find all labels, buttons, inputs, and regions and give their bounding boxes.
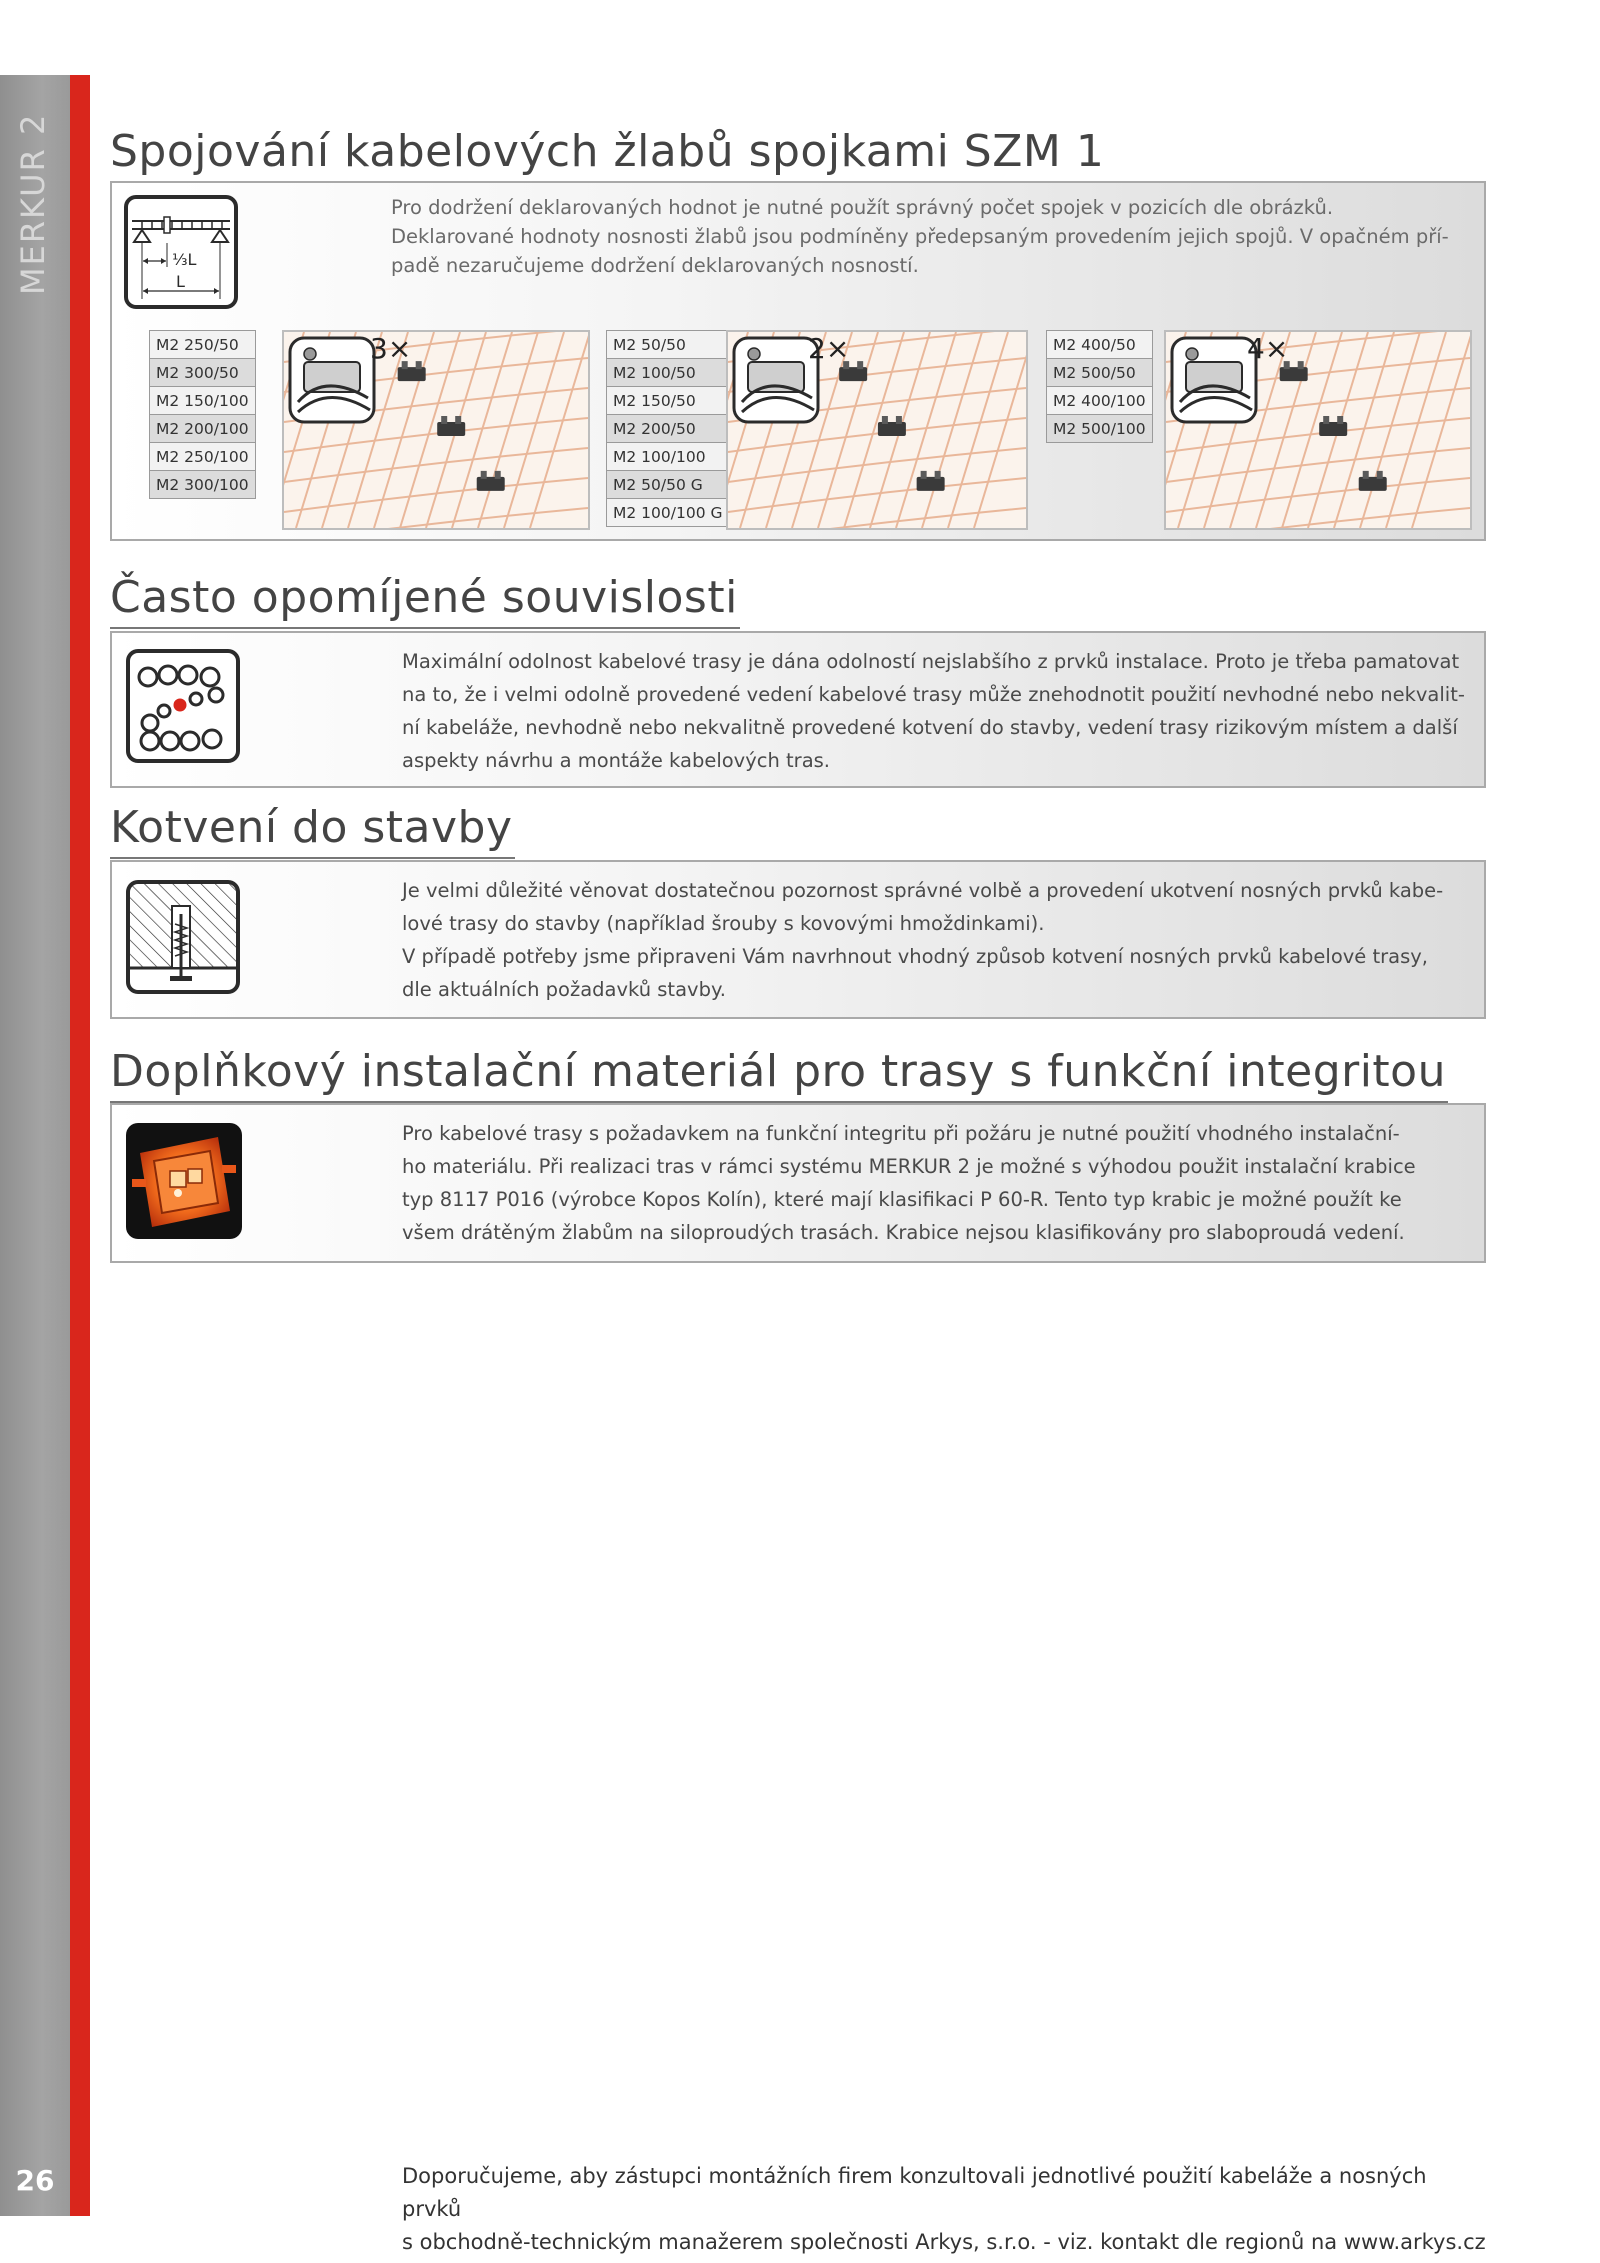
size-cell: M2 400/100 bbox=[1047, 387, 1153, 415]
tray-connector bbox=[437, 416, 465, 436]
sidebar-accent-stripe bbox=[70, 75, 90, 2216]
section-title-anchoring: Kotvení do stavby bbox=[110, 802, 513, 853]
connector-detail-inset bbox=[734, 338, 818, 422]
size-cell: M2 150/100 bbox=[150, 387, 256, 415]
connector-detail-inset bbox=[290, 338, 374, 422]
size-cell: M2 250/50 bbox=[150, 331, 256, 359]
tray-connection-photo-3x bbox=[282, 330, 590, 530]
context-paragraph: Maximální odolnost kabelové trasy je dána odolností nejslabšího z prvků instalace. Proto je třeba pamatovat na to, že i velmi odolně provedené vedení kabelové trasy může znehodnotit použití nevhodné nebo nekvalit- ní kabeláže, nevhodně nebo nekvalitně provedené kotvení do stavby, vedení trasy rizikovým místem a další aspekty návrhu a montáže kabelových tras. bbox=[402, 650, 1465, 772]
tray-connection-photo-2x bbox=[726, 330, 1028, 530]
size-cell: M2 200/50 bbox=[607, 415, 730, 443]
wall-anchor-icon bbox=[126, 880, 240, 994]
beam-span-icon bbox=[124, 195, 238, 309]
connections-panel bbox=[110, 181, 1486, 541]
footer-recommendation: Doporučujeme, aby zástupci montážních firem konzultovali jednotlivé použití kabeláže a nosných prvků s obchodně-technickým manažerem společnosti Arkys, s.r.o. - viz. kontakt dle regionů na www.arkys.cz bbox=[402, 2164, 1486, 2254]
anchoring-paragraph: Je velmi důležité věnovat dostatečnou pozornost správné volbě a provedení ukotvení nosných prvků kabe- lové trasy do stavby (například šrouby s kovovými hmoždinkami). V případě potřeby jsme připraveni Vám navrhnout vhodný způsob kotvení nosných prvků kabelové trasy, dle aktuálních požadavků stavby. bbox=[402, 879, 1444, 1001]
size-table-2x bbox=[606, 330, 730, 527]
size-cell: M2 400/50 bbox=[1047, 331, 1153, 359]
size-table-4x bbox=[1046, 330, 1153, 443]
tray-connector bbox=[477, 471, 505, 491]
fire-integrity-panel bbox=[110, 1103, 1486, 1263]
tray-connection-photo-4x bbox=[1164, 330, 1472, 530]
section-title-context: Často opomíjené souvislosti bbox=[110, 572, 738, 623]
size-table-3x bbox=[149, 330, 256, 499]
connector-count-2x: 2× bbox=[808, 332, 850, 365]
size-cell: M2 200/100 bbox=[150, 415, 256, 443]
size-cell: M2 500/100 bbox=[1047, 415, 1153, 443]
connector-count-3x: 3× bbox=[370, 332, 412, 365]
tray-connector bbox=[1359, 471, 1387, 491]
size-cell: M2 150/50 bbox=[607, 387, 730, 415]
sidebar-product-title: MERKUR 2 bbox=[14, 112, 52, 295]
page-number: 26 bbox=[15, 2164, 55, 2197]
connector-count-4x: 4× bbox=[1247, 332, 1289, 365]
tray-connector bbox=[917, 471, 945, 491]
anchoring-panel bbox=[110, 860, 1486, 1019]
connections-paragraph: Pro dodržení deklarovaných hodnot je nutné použít správný počet spojek v pozicích dle obrázků. Deklarované hodnoty nosnosti žlabů jsou podmíněny předepsaným provedením jejich spojů. V opačném pří- padě nezaručujeme dodržení deklarovaných nosností. bbox=[391, 196, 1449, 277]
sidebar-band bbox=[0, 75, 70, 2216]
size-cell: M2 100/100 bbox=[607, 443, 730, 471]
context-panel bbox=[110, 631, 1486, 788]
tray-connector bbox=[1319, 416, 1347, 436]
junction-box-photo bbox=[126, 1123, 242, 1239]
size-cell: M2 50/50 G bbox=[607, 471, 730, 499]
size-cell: M2 500/50 bbox=[1047, 359, 1153, 387]
size-cell: M2 50/50 bbox=[607, 331, 730, 359]
size-cell: M2 300/50 bbox=[150, 359, 256, 387]
size-cell: M2 100/100 G bbox=[607, 499, 730, 527]
beam-fraction-label: ⅓L bbox=[172, 250, 197, 269]
size-cell: M2 250/100 bbox=[150, 443, 256, 471]
size-cell: M2 100/50 bbox=[607, 359, 730, 387]
connector-detail-inset bbox=[1172, 338, 1256, 422]
fire-integrity-paragraph: Pro kabelové trasy s požadavkem na funkční integritu při požáru je nutné použití vhodného instalační- ho materiálu. Při realizaci tras v rámci systému MERKUR 2 je možné s výhodou použit instalační krabice typ 8117 P016 (výrobce Kopos Kolín), které mají klasifikaci P 60-R. Tento typ krabic je možné použít ke všem drátěným žlabům na siloproudých trasách. Krabice nejsou klasifikovány pro slaboproudá vedení. bbox=[402, 1122, 1416, 1244]
section-title-connections: Spojování kabelových žlabů spojkami SZM 1 bbox=[110, 126, 1105, 177]
beam-span-label: L bbox=[176, 272, 185, 291]
section-title-fire-integrity: Doplňkový instalační materiál pro trasy s funkční integritou bbox=[110, 1046, 1446, 1097]
tray-connector bbox=[878, 416, 906, 436]
chain-link-icon bbox=[126, 649, 240, 763]
size-cell: M2 300/100 bbox=[150, 471, 256, 499]
